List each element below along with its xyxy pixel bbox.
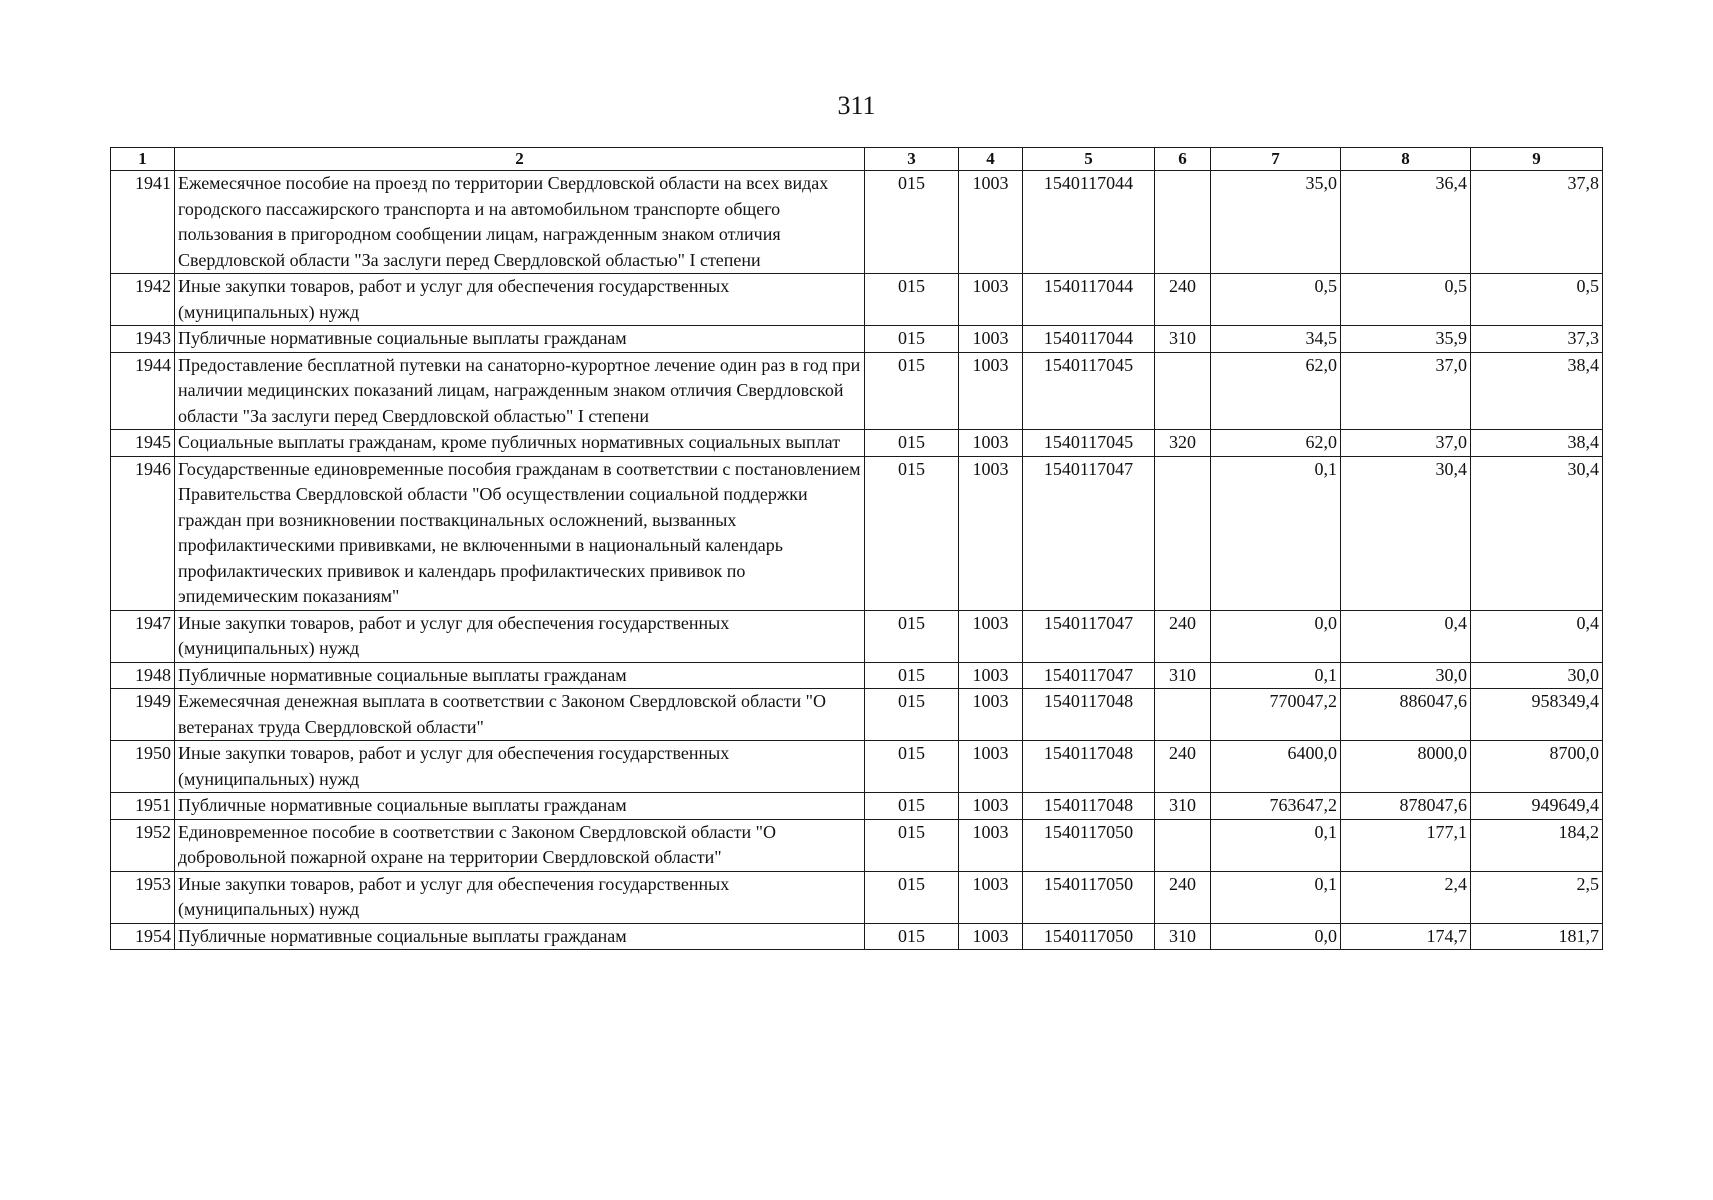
- header-col-5: 5: [1023, 148, 1155, 171]
- row-name: Социальные выплаты гражданам, кроме публичных нормативных социальных выплат: [175, 430, 865, 457]
- row-name: Ежемесячное пособие на проезд по территории Свердловской области на всех видах городского пассажирского транспорта и на автомобильном транспорте общего пользования в пригородном сообщении лицам, награжденным знаком отличия Свердловской области "За заслуги перед Свердловской областью" I степени: [175, 171, 865, 274]
- amount-col-7: 35,0: [1211, 171, 1341, 274]
- ministry-code: 015: [865, 352, 959, 430]
- header-col-6: 6: [1155, 148, 1211, 171]
- amount-col-9: 37,3: [1471, 326, 1603, 353]
- target-article-code: 1540117044: [1023, 171, 1155, 274]
- row-number: 1947: [111, 610, 175, 662]
- expense-type-code: 240: [1155, 871, 1211, 923]
- section-code: 1003: [959, 793, 1023, 820]
- amount-col-8: 2,4: [1341, 871, 1471, 923]
- header-col-1: 1: [111, 148, 175, 171]
- ministry-code: 015: [865, 610, 959, 662]
- section-code: 1003: [959, 819, 1023, 871]
- amount-col-7: 0,0: [1211, 610, 1341, 662]
- ministry-code: 015: [865, 819, 959, 871]
- amount-col-8: 35,9: [1341, 326, 1471, 353]
- expense-type-code: [1155, 819, 1211, 871]
- row-name: Иные закупки товаров, работ и услуг для обеспечения государственных (муниципальных) нужд: [175, 871, 865, 923]
- amount-col-7: 0,0: [1211, 923, 1341, 950]
- table-row: [111, 819, 1603, 871]
- target-article-code: 1540117050: [1023, 923, 1155, 950]
- target-article-code: 1540117044: [1023, 326, 1155, 353]
- row-name: Публичные нормативные социальные выплаты гражданам: [175, 662, 865, 689]
- row-number: 1951: [111, 793, 175, 820]
- section-code: 1003: [959, 689, 1023, 741]
- row-name: Публичные нормативные социальные выплаты гражданам: [175, 793, 865, 820]
- table-header-row: [111, 148, 1603, 171]
- row-number: 1954: [111, 923, 175, 950]
- amount-col-8: 36,4: [1341, 171, 1471, 274]
- target-article-code: 1540117050: [1023, 871, 1155, 923]
- row-number: 1946: [111, 456, 175, 610]
- header-col-4: 4: [959, 148, 1023, 171]
- ministry-code: 015: [865, 741, 959, 793]
- expense-type-code: 310: [1155, 793, 1211, 820]
- target-article-code: 1540117048: [1023, 689, 1155, 741]
- amount-col-9: 184,2: [1471, 819, 1603, 871]
- section-code: 1003: [959, 662, 1023, 689]
- target-article-code: 1540117045: [1023, 352, 1155, 430]
- amount-col-9: 37,8: [1471, 171, 1603, 274]
- target-article-code: 1540117050: [1023, 819, 1155, 871]
- row-number: 1950: [111, 741, 175, 793]
- row-name: Публичные нормативные социальные выплаты гражданам: [175, 326, 865, 353]
- table-row: [111, 352, 1603, 430]
- amount-col-7: 0,1: [1211, 456, 1341, 610]
- expense-type-code: 310: [1155, 326, 1211, 353]
- row-number: 1941: [111, 171, 175, 274]
- row-number: 1952: [111, 819, 175, 871]
- amount-col-9: 38,4: [1471, 430, 1603, 457]
- row-number: 1948: [111, 662, 175, 689]
- amount-col-8: 37,0: [1341, 352, 1471, 430]
- amount-col-7: 763647,2: [1211, 793, 1341, 820]
- amount-col-9: 0,4: [1471, 610, 1603, 662]
- target-article-code: 1540117047: [1023, 662, 1155, 689]
- amount-col-8: 886047,6: [1341, 689, 1471, 741]
- section-code: 1003: [959, 352, 1023, 430]
- row-number: 1943: [111, 326, 175, 353]
- row-number: 1949: [111, 689, 175, 741]
- expense-type-code: 310: [1155, 662, 1211, 689]
- amount-col-7: 34,5: [1211, 326, 1341, 353]
- ministry-code: 015: [865, 793, 959, 820]
- ministry-code: 015: [865, 326, 959, 353]
- row-number: 1944: [111, 352, 175, 430]
- amount-col-9: 38,4: [1471, 352, 1603, 430]
- section-code: 1003: [959, 923, 1023, 950]
- target-article-code: 1540117048: [1023, 741, 1155, 793]
- expense-type-code: 240: [1155, 610, 1211, 662]
- target-article-code: 1540117048: [1023, 793, 1155, 820]
- header-col-9: 9: [1471, 148, 1603, 171]
- expense-type-code: [1155, 456, 1211, 610]
- amount-col-9: 949649,4: [1471, 793, 1603, 820]
- amount-col-8: 30,0: [1341, 662, 1471, 689]
- row-name: Ежемесячная денежная выплата в соответствии с Законом Свердловской области "О ветеранах труда Свердловской области": [175, 689, 865, 741]
- amount-col-8: 30,4: [1341, 456, 1471, 610]
- amount-col-7: 770047,2: [1211, 689, 1341, 741]
- amount-col-9: 2,5: [1471, 871, 1603, 923]
- table-row: [111, 689, 1603, 741]
- table-row: [111, 326, 1603, 353]
- amount-col-9: 30,4: [1471, 456, 1603, 610]
- table-row: [111, 274, 1603, 326]
- ministry-code: 015: [865, 171, 959, 274]
- amount-col-8: 878047,6: [1341, 793, 1471, 820]
- amount-col-7: 62,0: [1211, 352, 1341, 430]
- amount-col-9: 958349,4: [1471, 689, 1603, 741]
- target-article-code: 1540117047: [1023, 610, 1155, 662]
- table-row: [111, 923, 1603, 950]
- expense-type-code: [1155, 689, 1211, 741]
- section-code: 1003: [959, 871, 1023, 923]
- table-row: [111, 662, 1603, 689]
- header-col-3: 3: [865, 148, 959, 171]
- expense-type-code: 320: [1155, 430, 1211, 457]
- budget-table: [110, 147, 1603, 950]
- amount-col-8: 37,0: [1341, 430, 1471, 457]
- section-code: 1003: [959, 741, 1023, 793]
- row-number: 1953: [111, 871, 175, 923]
- amount-col-9: 8700,0: [1471, 741, 1603, 793]
- expense-type-code: 310: [1155, 923, 1211, 950]
- amount-col-7: 0,5: [1211, 274, 1341, 326]
- header-col-2: 2: [175, 148, 865, 171]
- table-row: [111, 430, 1603, 457]
- section-code: 1003: [959, 274, 1023, 326]
- amount-col-9: 0,5: [1471, 274, 1603, 326]
- target-article-code: 1540117045: [1023, 430, 1155, 457]
- amount-col-8: 174,7: [1341, 923, 1471, 950]
- target-article-code: 1540117047: [1023, 456, 1155, 610]
- row-name: Иные закупки товаров, работ и услуг для обеспечения государственных (муниципальных) нужд: [175, 741, 865, 793]
- row-name: Иные закупки товаров, работ и услуг для обеспечения государственных (муниципальных) нужд: [175, 274, 865, 326]
- expense-type-code: [1155, 171, 1211, 274]
- row-number: 1945: [111, 430, 175, 457]
- header-col-8: 8: [1341, 148, 1471, 171]
- row-number: 1942: [111, 274, 175, 326]
- row-name: Публичные нормативные социальные выплаты гражданам: [175, 923, 865, 950]
- table-body: [111, 171, 1603, 950]
- amount-col-7: 0,1: [1211, 871, 1341, 923]
- section-code: 1003: [959, 430, 1023, 457]
- ministry-code: 015: [865, 689, 959, 741]
- table-row: [111, 793, 1603, 820]
- page-number: 311: [837, 91, 876, 120]
- ministry-code: 015: [865, 274, 959, 326]
- section-code: 1003: [959, 456, 1023, 610]
- ministry-code: 015: [865, 871, 959, 923]
- amount-col-8: 8000,0: [1341, 741, 1471, 793]
- ministry-code: 015: [865, 456, 959, 610]
- section-code: 1003: [959, 326, 1023, 353]
- row-name: Предоставление бесплатной путевки на санаторно-курортное лечение один раз в год при наличии медицинских показаний лицам, награжденным знаком отличия Свердловской области "За заслуги перед Свердловской областью" I степени: [175, 352, 865, 430]
- amount-col-8: 0,5: [1341, 274, 1471, 326]
- amount-col-7: 62,0: [1211, 430, 1341, 457]
- amount-col-7: 0,1: [1211, 662, 1341, 689]
- amount-col-8: 0,4: [1341, 610, 1471, 662]
- expense-type-code: 240: [1155, 741, 1211, 793]
- expense-type-code: [1155, 352, 1211, 430]
- amount-col-9: 181,7: [1471, 923, 1603, 950]
- header-col-7: 7: [1211, 148, 1341, 171]
- row-name: Иные закупки товаров, работ и услуг для обеспечения государственных (муниципальных) нужд: [175, 610, 865, 662]
- amount-col-7: 6400,0: [1211, 741, 1341, 793]
- row-name: Единовременное пособие в соответствии с Законом Свердловской области "О добровольной пожарной охране на территории Свердловской области": [175, 819, 865, 871]
- amount-col-9: 30,0: [1471, 662, 1603, 689]
- target-article-code: 1540117044: [1023, 274, 1155, 326]
- expense-type-code: 240: [1155, 274, 1211, 326]
- ministry-code: 015: [865, 430, 959, 457]
- section-code: 1003: [959, 171, 1023, 274]
- table-row: [111, 456, 1603, 610]
- section-code: 1003: [959, 610, 1023, 662]
- table-row: [111, 871, 1603, 923]
- ministry-code: 015: [865, 662, 959, 689]
- row-name: Государственные единовременные пособия гражданам в соответствии с постановлением Правительства Свердловской области "Об осуществлении социальной поддержки граждан при возникновении поствакцинальных осложнений, вызванных профилактическими прививками, не включенными в национальный календарь профилактических прививок и календарь профилактических прививок по эпидемическим показаниям": [175, 456, 865, 610]
- table-row: [111, 741, 1603, 793]
- table-row: [111, 610, 1603, 662]
- table-row: [111, 171, 1603, 274]
- amount-col-7: 0,1: [1211, 819, 1341, 871]
- ministry-code: 015: [865, 923, 959, 950]
- amount-col-8: 177,1: [1341, 819, 1471, 871]
